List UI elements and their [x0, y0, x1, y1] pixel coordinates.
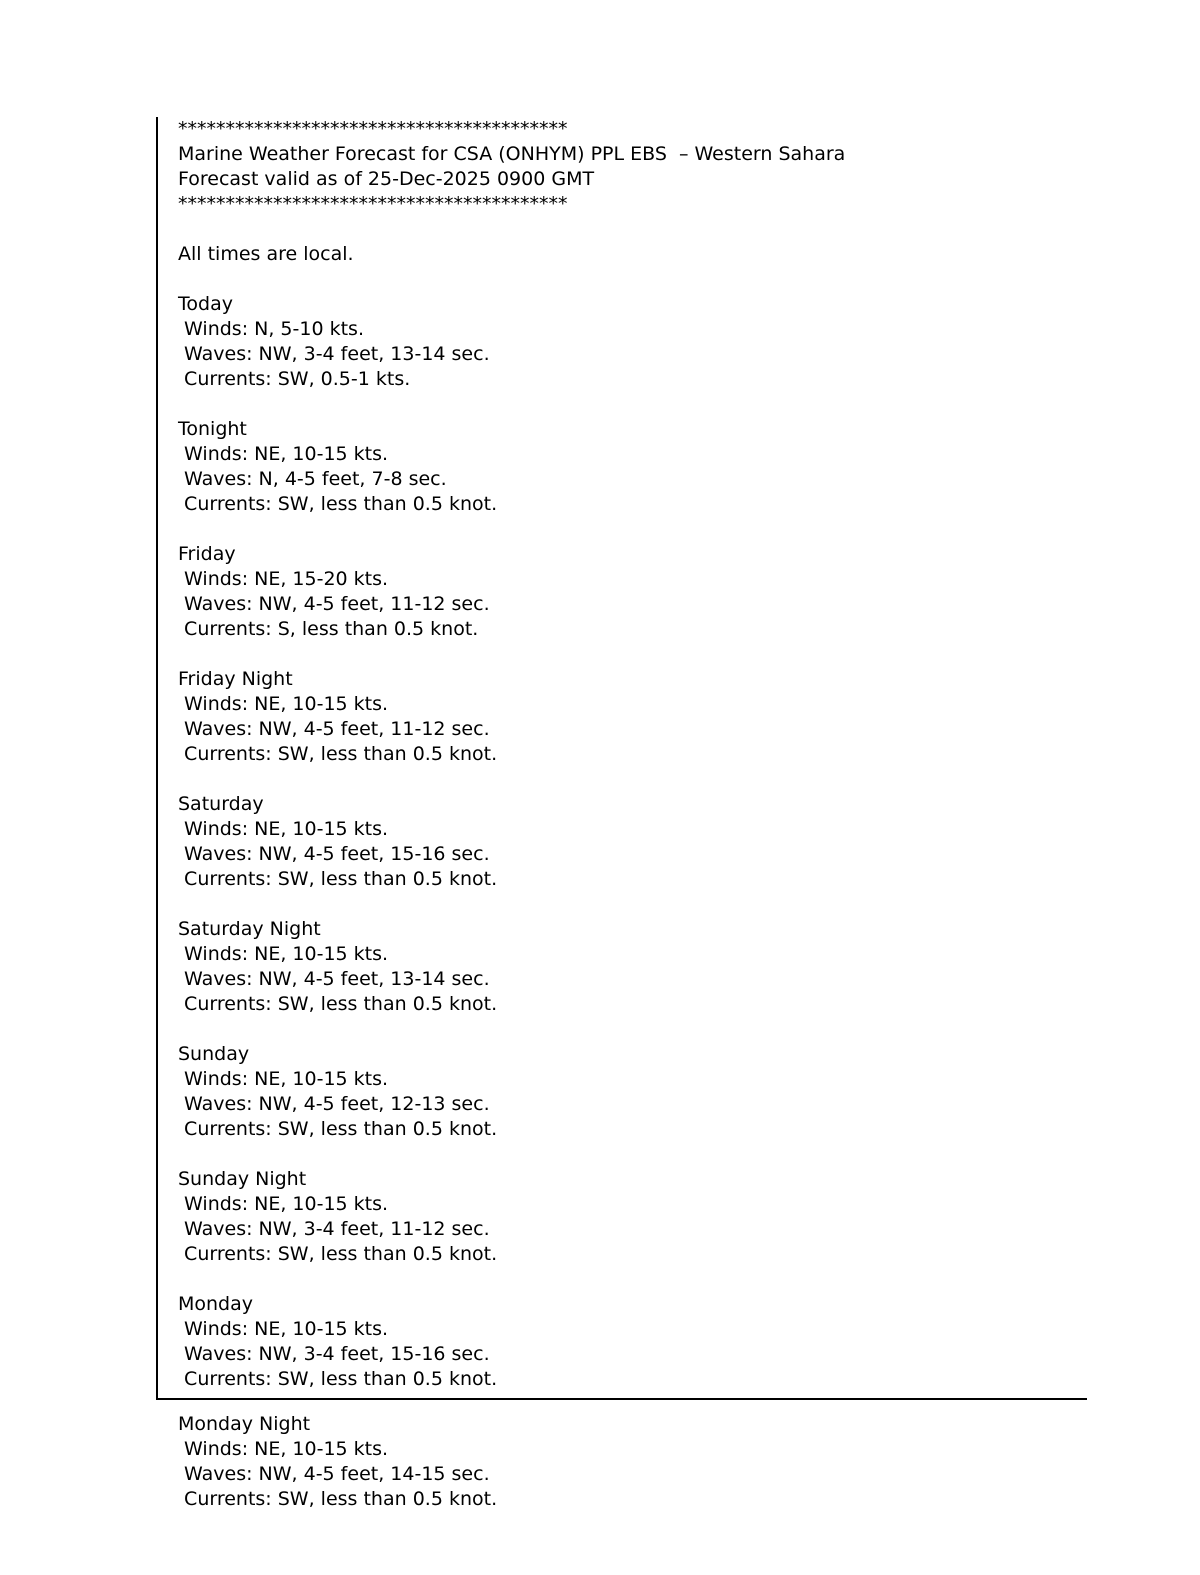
forecast-section — [178, 792, 1087, 892]
forecast-section — [178, 542, 1087, 642]
forecast-section — [178, 1292, 1087, 1392]
period-heading: Tonight — [178, 418, 247, 440]
forecast-section — [178, 1167, 1087, 1267]
forecast-detail-line: Winds: NE, 10-15 kts. — [178, 443, 389, 465]
forecast-detail-line: Currents: SW, less than 0.5 knot. — [178, 1243, 498, 1265]
forecast-detail-line: Waves: NW, 3-4 feet, 13-14 sec. — [178, 343, 490, 365]
forecast-detail-line: Currents: SW, less than 0.5 knot. — [178, 993, 498, 1015]
forecast-detail-line: Winds: NE, 10-15 kts. — [178, 693, 389, 715]
forecast-section — [178, 917, 1087, 1017]
forecast-detail-line: Currents: S, less than 0.5 knot. — [178, 618, 479, 640]
times-note: All times are local. — [178, 243, 354, 265]
divider-top: ***************************************** — [178, 118, 568, 140]
forecast-detail-line: Waves: NW, 3-4 feet, 11-12 sec. — [178, 1218, 490, 1240]
forecast-detail-line: Waves: NW, 4-5 feet, 14-15 sec. — [178, 1463, 490, 1485]
forecast-detail-line: Winds: NE, 10-15 kts. — [178, 818, 389, 840]
forecast-section — [178, 1042, 1087, 1142]
forecast-sections — [178, 292, 1087, 1392]
forecast-detail-line: Winds: NE, 10-15 kts. — [178, 1068, 389, 1090]
forecast-detail-line: Currents: SW, less than 0.5 knot. — [178, 1118, 498, 1140]
period-heading: Sunday — [178, 1043, 250, 1065]
forecast-detail-line: Waves: N, 4-5 feet, 7-8 sec. — [178, 468, 447, 490]
forecast-detail-line: Waves: NW, 4-5 feet, 12-13 sec. — [178, 1093, 490, 1115]
forecast-detail-line: Winds: NE, 10-15 kts. — [178, 1193, 389, 1215]
forecast-detail-line: Winds: N, 5-10 kts. — [178, 318, 364, 340]
forecast-detail-line: Currents: SW, less than 0.5 knot. — [178, 743, 498, 765]
forecast-detail-line: Currents: SW, less than 0.5 knot. — [178, 493, 498, 515]
forecast-detail-line: Waves: NW, 4-5 feet, 11-12 sec. — [178, 593, 490, 615]
forecast-detail-line: Winds: NE, 15-20 kts. — [178, 568, 389, 590]
period-heading: Saturday Night — [178, 918, 321, 940]
forecast-detail-line: Waves: NW, 4-5 feet, 13-14 sec. — [178, 968, 490, 990]
forecast-detail-line: Currents: SW, less than 0.5 knot. — [178, 868, 498, 890]
forecast-detail-line: Winds: NE, 10-15 kts. — [178, 1318, 389, 1340]
forecast-section — [178, 1412, 497, 1512]
period-heading: Saturday — [178, 793, 264, 815]
forecast-frame — [156, 117, 1087, 1400]
forecast-detail-line: Waves: NW, 4-5 feet, 15-16 sec. — [178, 843, 490, 865]
period-heading: Friday Night — [178, 668, 293, 690]
period-heading: Monday Night — [178, 1413, 311, 1435]
forecast-section — [178, 292, 1087, 392]
forecast-detail-line: Waves: NW, 4-5 feet, 11-12 sec. — [178, 718, 490, 740]
forecast-detail-line: Currents: SW, less than 0.5 knot. — [178, 1368, 498, 1390]
period-heading: Today — [178, 293, 233, 315]
valid-as-of-line: Forecast valid as of 25-Dec-2025 0900 GMT — [178, 168, 595, 190]
document-title: Marine Weather Forecast for CSA (ONHYM) PPL EBS – Western Sahara — [178, 143, 846, 165]
period-heading: Friday — [178, 543, 236, 565]
forecast-detail-line: Winds: NE, 10-15 kts. — [178, 1438, 389, 1460]
divider-bottom: ***************************************** — [178, 193, 568, 215]
forecast-detail-line: Waves: NW, 3-4 feet, 15-16 sec. — [178, 1343, 490, 1365]
forecast-sections-after-break — [178, 1412, 497, 1512]
forecast-detail-line: Winds: NE, 10-15 kts. — [178, 943, 389, 965]
period-heading: Monday — [178, 1293, 254, 1315]
forecast-section — [178, 667, 1087, 767]
forecast-detail-line: Currents: SW, less than 0.5 knot. — [178, 1488, 498, 1510]
forecast-section — [178, 417, 1087, 517]
period-heading: Sunday Night — [178, 1168, 307, 1190]
forecast-detail-line: Currents: SW, 0.5-1 kts. — [178, 368, 411, 390]
